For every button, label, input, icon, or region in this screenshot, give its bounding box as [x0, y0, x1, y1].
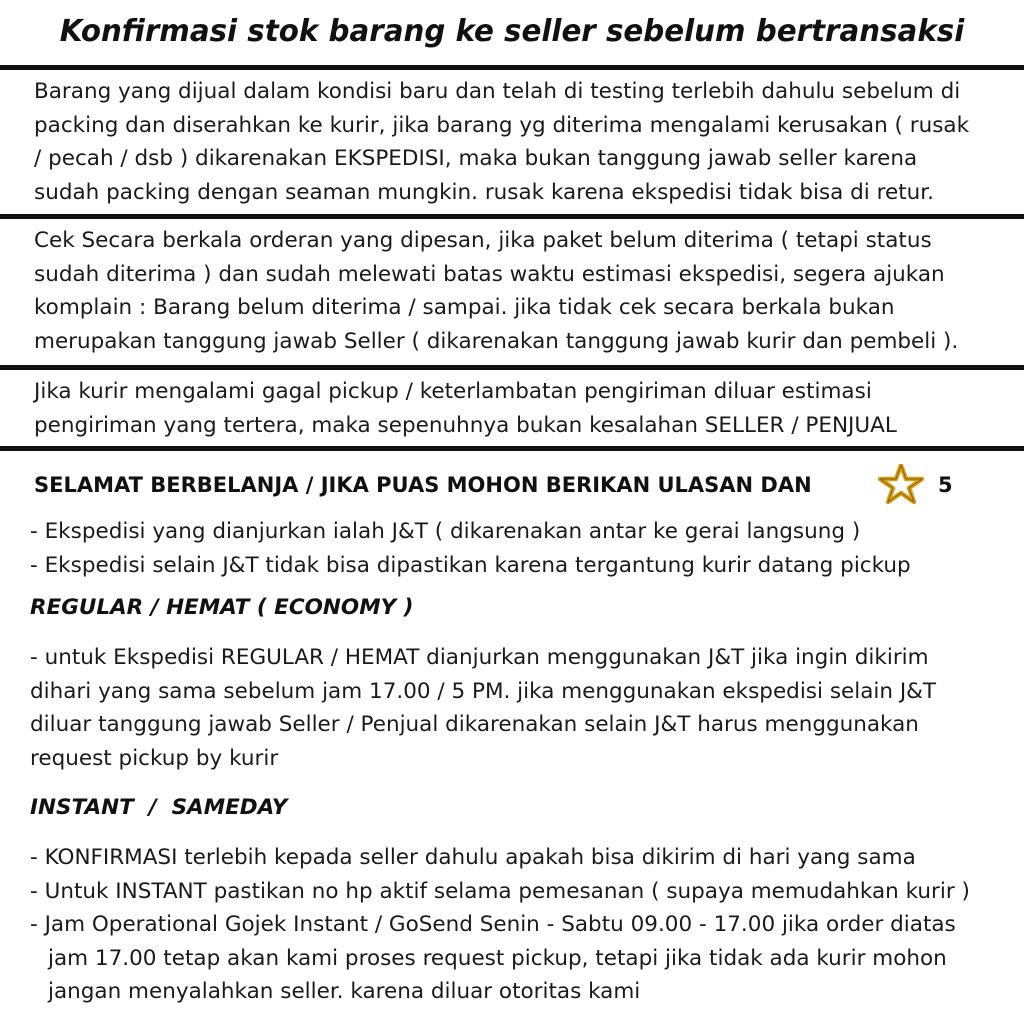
- ulasan-headline: [34, 466, 1024, 506]
- paragraph-line: Jika kurir mengalami gagal pickup / keterlambatan pengiriman diluar estimasi: [34, 379, 872, 404]
- divider: [0, 214, 1024, 219]
- list-item: - Untuk INSTANT pastikan no hp aktif selama pemesanan ( supaya memudahkan kurir ): [30, 878, 970, 904]
- list-item: - Jam Operational Gojek Instant / GoSend Senin - Sabtu 09.00 - 17.00 jika order diatas: [30, 912, 956, 937]
- list-item: - KONFIRMASI terlebih kepada seller dahulu apakah bisa dikirim di hari yang sama: [30, 845, 916, 870]
- paragraph-gagal-pickup: [34, 375, 1009, 442]
- instant-list: [30, 841, 1020, 1009]
- paragraph-line: sudah diterima ) dan sudah melewati batas waktu estimasi ekspedisi, segera ajukan: [34, 261, 945, 287]
- headline-text: SELAMAT BERBELANJA / JIKA PUAS MOHON BERIKAN ULASAN DAN: [34, 473, 812, 497]
- paragraph-line: dihari yang sama sebelum jam 17.00 / 5 PM. jika menggunakan ekspedisi selain J&T: [30, 678, 937, 704]
- list-item: - Ekspedisi selain J&T tidak bisa dipastikan karena tergantung kurir datang pickup: [30, 552, 911, 578]
- paragraph-line: - untuk Ekspedisi REGULAR / HEMAT dianjurkan menggunakan J&T jika ingin dikirim: [30, 645, 929, 670]
- paragraph-packing: [34, 75, 1009, 209]
- divider: [0, 446, 1024, 451]
- list-item-continued: jangan menyalahkan seller. karena diluar otoritas kami: [48, 979, 641, 1004]
- divider: [0, 365, 1024, 370]
- list-item-continued: jam 17.00 tetap akan kami proses request pickup, tetapi jika tidak ada kurir mohon: [48, 945, 947, 971]
- paragraph-line: packing dan diserahkan ke kurir, jika barang yg diterima mengalami kerusakan ( rusak: [34, 112, 970, 138]
- paragraph-line: merupakan tanggung jawab Seller ( dikarenakan tanggung jawab kurir dan pembeli ).: [34, 328, 959, 354]
- star-icon: [878, 464, 924, 504]
- page-title: Konfirmasi stok barang ke seller sebelum bertransaksi: [59, 14, 965, 49]
- paragraph-line: Cek Secara berkala orderan yang dipesan, jika paket belum diterima ( tetapi status: [34, 228, 932, 253]
- paragraph-line: / pecah / dsb ) dikarenakan EKSPEDISI, maka bukan tanggung jawab seller karena: [34, 146, 918, 171]
- paragraph-line: komplain : Barang belum diterima / sampai. jika tidak cek secara berkala bukan: [34, 295, 895, 320]
- ekspedisi-list: [30, 515, 1020, 582]
- list-item: - Ekspedisi yang dianjurkan ialah J&T ( dikarenakan antar ke gerai langsung ): [30, 519, 861, 544]
- paragraph-line: sudah packing dengan seaman mungkin. rusak karena ekspedisi tidak bisa di retur.: [34, 179, 934, 205]
- paragraph-line: request pickup by kurir: [30, 745, 279, 771]
- regular-heading: REGULAR / HEMAT ( ECONOMY ): [30, 595, 414, 620]
- regular-text: [30, 641, 1020, 775]
- paragraph-line: diluar tanggung jawab Seller / Penjual dikarenakan selain J&T harus menggunakan: [30, 712, 919, 737]
- paragraph-line: pengiriman yang tertera, maka sepenuhnya bukan kesalahan SELLER / PENJUAL: [34, 412, 897, 438]
- rating-number: 5: [938, 473, 953, 497]
- instant-heading: INSTANT / SAMEDAY: [30, 795, 288, 820]
- paragraph-cek-berkala: [34, 224, 1009, 358]
- divider: [0, 65, 1024, 70]
- paragraph-line: Barang yang dijual dalam kondisi baru dan telah di testing terlebih dahulu sebelum di: [34, 79, 961, 104]
